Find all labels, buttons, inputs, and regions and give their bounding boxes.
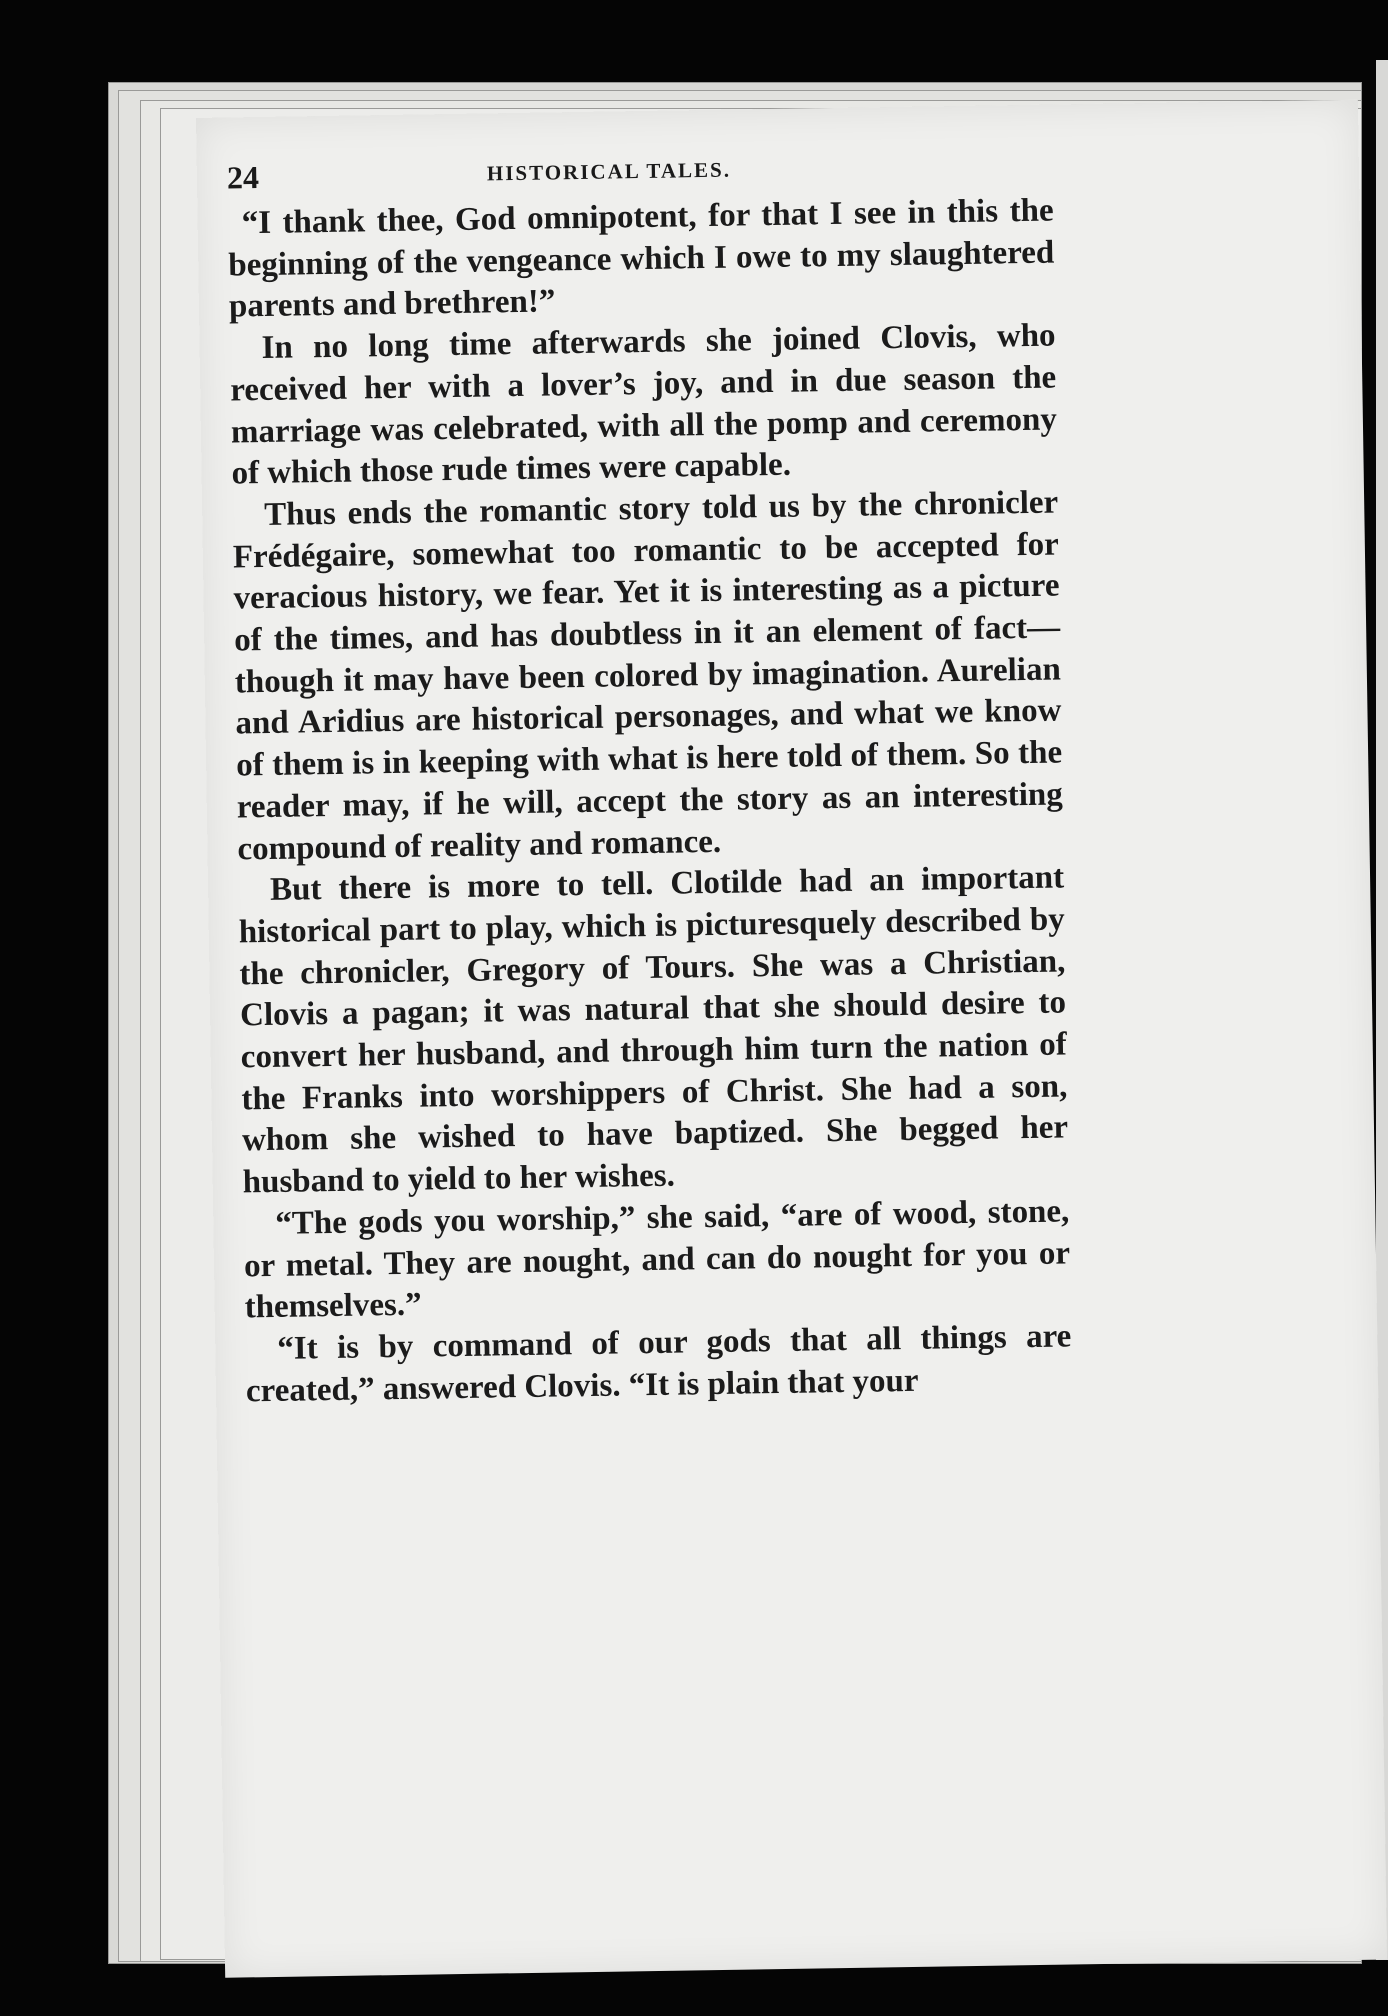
body-text bbox=[227, 191, 1072, 1413]
paragraph: “I thank thee, God omnipotent, for that I see in this the beginning of the vengeance which I owe to my slaughtered parents and brethren!” bbox=[228, 192, 1055, 325]
page-number: 24 bbox=[226, 159, 260, 196]
paragraph: In no long time afterwards she joined Clovis, who received her with a lover’s joy, and in due season the marriage was celebrated, with all the pomp and ceremony of which those rude times were capable. bbox=[229, 317, 1058, 492]
paragraph: “The gods you worship,” she said, “are of wood, stone, or metal. They are nought, and can do nought for you or themselves.” bbox=[243, 1193, 1071, 1326]
running-head: HISTORICAL TALES. bbox=[486, 157, 732, 186]
paragraph: Thus ends the romantic story told us by the chronicler Frédégaire, somewhat too romantic to be accepted for veracious history, we fear. Yet it is interesting as a picture of the times, and has doubtless in it an element of fact—though it may have been colored by imagination. Aurelian and Aridius are historical personages, and what we know of them is in keeping with what is here told of them. So the reader may, if he will, accept the story as an interesting compound of reality and romance. bbox=[232, 484, 1064, 867]
paragraph: “It is by command of our gods that all things are created,” answered Clovis. “It is plain that your bbox=[245, 1318, 1072, 1410]
book-page bbox=[196, 100, 1387, 1978]
paragraph: But there is more to tell. Clotilde had an important historical part to play, which is picturesquely described by the chronicler, Gregory of Tours. She was a Christian, Clovis a pagan; it was natural that she should desire to convert her husband, and through him turn the nation of the Franks into worshippers of Christ. She had a son, whom she wished to have baptized. She begged her husband to yield to her wishes. bbox=[238, 859, 1069, 1201]
